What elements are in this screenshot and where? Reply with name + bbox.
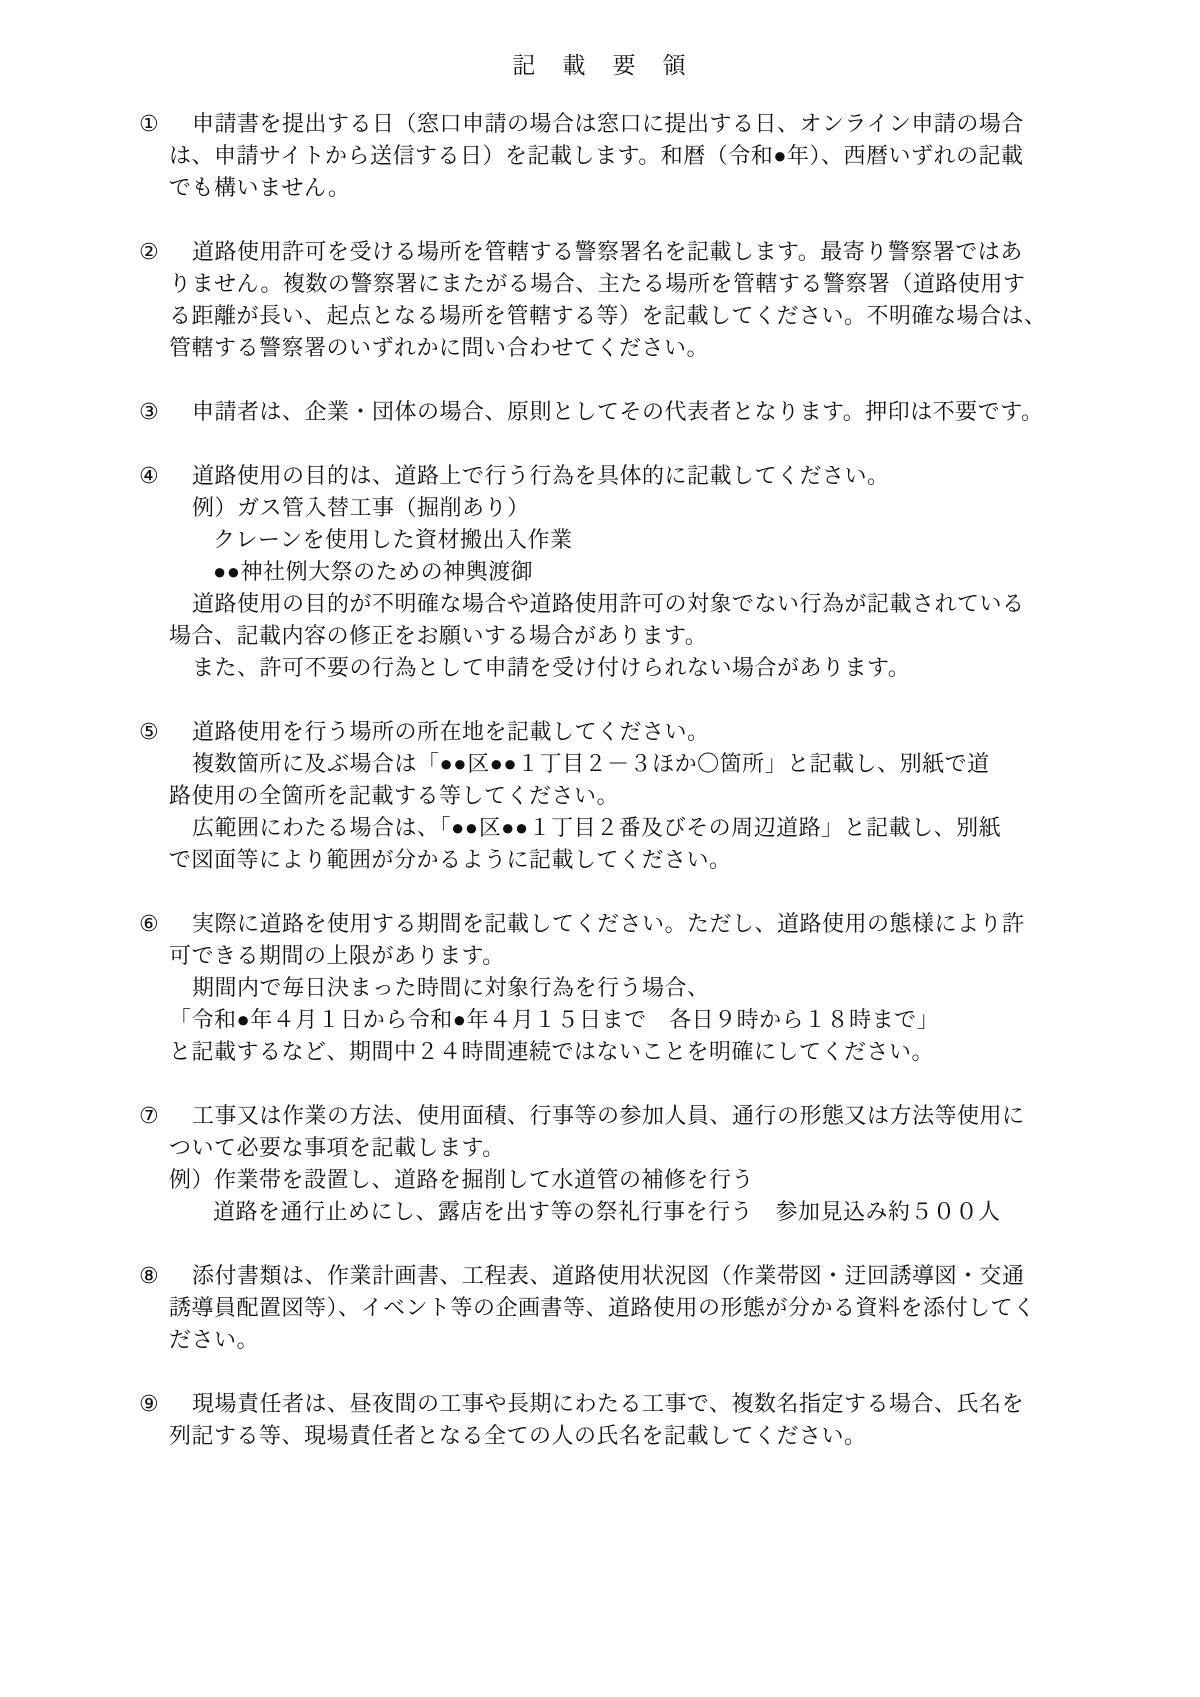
item-line: 管轄する警察署のいずれかに問い合わせてください。 [169,335,710,360]
item-line: りません。複数の警察署にまたがる場合、主たる場所を管轄する警察署（道路使用す [169,271,1026,296]
item-line-quote: 「令和●年４月１日から令和●年４月１５日まで 各日９時から１８時まで」 [169,1007,940,1032]
item-line: 誘導員配置図等）、イベント等の企画書等、道路使用の形態が分かる資料を添付してく [169,1295,1036,1320]
item-line: でも構いません。 [169,175,351,200]
item-text: 実際に道路を使用する期間を記載してください。ただし、道路使用の態様により許 [192,911,1025,936]
item-line: 複数箇所に及ぶ場合は「●●区●●１丁目２－３ほか〇箇所」と記載し、別紙で道 [192,751,990,776]
guideline-item-5 [139,716,1140,876]
item-line [139,108,1140,140]
item-number: ⑤ [139,719,160,744]
item-line [139,908,1140,940]
item-line: ついて必要な事項を記載します。 [169,1135,505,1160]
item-number: ④ [139,463,160,488]
item-line: は、申請サイトから送信する日）を記載します。和暦（令和●年）、西暦いずれの記載 [169,143,1024,168]
item-text: 道路使用を行う場所の所在地を記載してください。 [192,719,710,744]
guideline-item-4 [139,460,1140,684]
guidelines-list [0,108,1200,1452]
guideline-item-2 [139,236,1140,364]
item-number: ③ [139,399,160,424]
guideline-item-7 [139,1100,1140,1228]
item-text: 道路使用の目的は、道路上で行う行為を具体的に記載してください。 [192,463,890,488]
item-number: ⑨ [139,1391,160,1416]
item-number: ① [139,111,160,136]
item-line-example: ●●神社例大祭のための神輿渡御 [213,559,534,584]
item-number: ⑥ [139,911,160,936]
item-text: 工事又は作業の方法、使用面積、行事等の参加人員、通行の形態又は方法等使用に [192,1103,1025,1128]
guideline-item-1 [139,108,1140,204]
item-line: 可できる期間の上限があります。 [169,943,505,968]
item-number: ⑧ [139,1263,160,1288]
item-line-example: 例）作業帯を設置し、道路を掘削して水道管の補修を行う [169,1167,755,1192]
item-line: 期間内で毎日決まった時間に対象行為を行う場合、 [192,975,710,1000]
item-text: 添付書類は、作業計画書、工程表、道路使用状況図（作業帯図・迂回誘導図・交通 [192,1263,1025,1288]
item-text: 道路使用許可を受ける場所を管轄する警察署名を記載します。最寄り警察署ではあ [192,239,1023,264]
item-line [139,396,1140,428]
item-line [139,1260,1140,1292]
item-line: と記載するなど、期間中２４時間連続ではないことを明確にしてください。 [169,1039,935,1064]
item-line [139,236,1140,268]
guideline-item-6 [139,908,1140,1068]
item-line-example: 例）ガス管入替工事（掘削あり） [192,495,530,520]
guideline-item-9 [139,1388,1140,1452]
item-line-example: クレーンを使用した資材搬出入作業 [213,527,573,552]
item-line: 路使用の全箇所を記載する等してください。 [169,783,620,808]
item-line [139,1388,1140,1420]
item-line: また、許可不要の行為として申請を受け付けられない場合があります。 [192,655,911,680]
item-number: ② [139,239,160,264]
item-line: 広範囲にわたる場合は、「●●区●●１丁目２番及びその周辺道路」と記載し、別紙 [192,815,1002,840]
item-number: ⑦ [139,1103,160,1128]
item-line [139,716,1140,748]
page-title: 記 載 要 領 [512,52,688,78]
item-text: 現場責任者は、昼夜間の工事や長期にわたる工事で、複数名指定する場合、氏名を [192,1391,1025,1416]
item-line [139,460,1140,492]
item-line: 列記する等、現場責任者となる全ての人の氏名を記載してください。 [169,1423,867,1448]
item-line: 道路使用の目的が不明確な場合や道路使用許可の対象でない行為が記載されている [192,591,1025,616]
guideline-item-8 [139,1260,1140,1356]
item-line: ださい。 [169,1327,260,1352]
item-text: 申請書を提出する日（窓口申請の場合は窓口に提出する日、オンライン申請の場合 [192,111,1024,136]
item-line [139,1100,1140,1132]
item-line: 場合、記載内容の修正をお願いする場合があります。 [169,623,708,648]
item-text: 申請者は、企業・団体の場合、原則としてその代表者となります。押印は不要です。 [192,399,1044,424]
item-line: る距離が長い、起点となる場所を管轄する等）を記載してください。不明確な場合は、 [169,303,1047,328]
guideline-item-3 [139,396,1140,428]
item-line-example: 道路を通行止めにし、露店を出す等の祭礼行事を行う 参加見込み約５００人 [213,1199,1001,1224]
item-line: で図面等により範囲が分かるように記載してください。 [169,847,732,872]
